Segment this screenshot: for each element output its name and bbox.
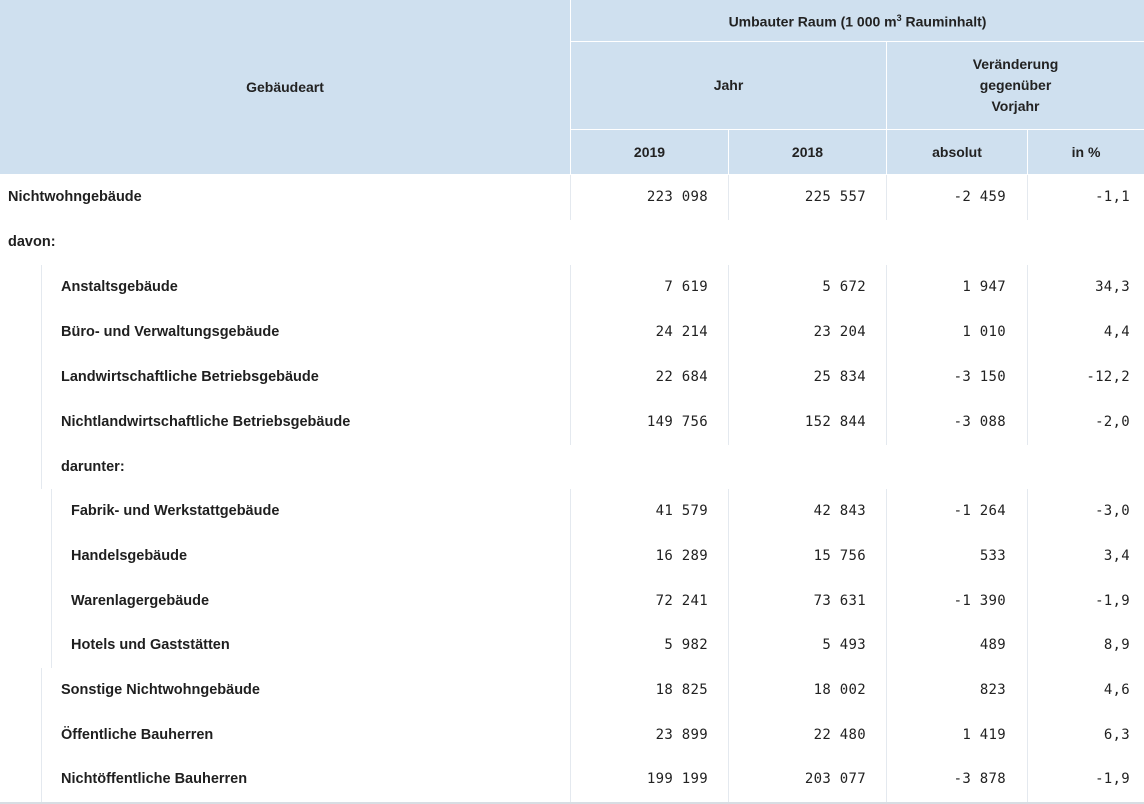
value-absolut: 1 419 bbox=[962, 727, 1006, 743]
header-veraenderung-line1: Veränderung bbox=[972, 56, 1059, 72]
value-absolut: 1 947 bbox=[962, 279, 1006, 295]
table-row-nichtlandwirtschaftlich bbox=[0, 400, 1144, 445]
value-absolut: -1 390 bbox=[953, 593, 1006, 609]
row-label: Sonstige Nichtwohngebäude bbox=[61, 682, 260, 698]
value-2019: 223 098 bbox=[646, 189, 708, 205]
row-label: darunter: bbox=[61, 459, 125, 475]
header-jahr bbox=[571, 42, 886, 129]
row-label: Hotels und Gaststätten bbox=[71, 637, 230, 653]
table-row-warenlager bbox=[0, 579, 1144, 624]
value-2019: 5 982 bbox=[664, 637, 708, 653]
row-label: Landwirtschaftliche Betriebsgebäude bbox=[61, 369, 319, 385]
header-2019-label: 2019 bbox=[633, 143, 666, 160]
row-label: Anstaltsgebäude bbox=[61, 279, 178, 295]
value-2018: 15 756 bbox=[813, 548, 866, 564]
value-2018: 5 672 bbox=[822, 279, 866, 295]
row-label: Nichtlandwirtschaftliche Betriebsgebäude bbox=[61, 414, 351, 430]
row-label: Warenlagergebäude bbox=[71, 593, 210, 609]
value-absolut: -2 459 bbox=[953, 189, 1006, 205]
table-row-oeffentlich bbox=[0, 713, 1144, 758]
header-2018-label: 2018 bbox=[791, 143, 824, 160]
header-veraenderung-line3: Vorjahr bbox=[991, 98, 1040, 114]
value-2018: 225 557 bbox=[804, 189, 866, 205]
value-2018: 23 204 bbox=[813, 324, 866, 340]
row-label: Büro- und Verwaltungsgebäude bbox=[61, 324, 280, 340]
header-veraenderung-line2: gegenüber bbox=[979, 77, 1052, 93]
header-umbauter-raum bbox=[571, 0, 1144, 41]
row-label: Öffentliche Bauherren bbox=[61, 727, 214, 743]
row-label: Nichtwohngebäude bbox=[8, 189, 142, 205]
value-pct: -12,2 bbox=[1086, 369, 1130, 385]
value-pct: -1,9 bbox=[1095, 593, 1130, 609]
table-row-nichtwohngebaeude bbox=[0, 175, 1144, 220]
row-label: davon: bbox=[8, 234, 56, 250]
value-pct: 8,9 bbox=[1103, 637, 1130, 653]
value-pct: 3,4 bbox=[1103, 548, 1130, 564]
table-row-fabrik bbox=[0, 489, 1144, 534]
value-2018: 5 493 bbox=[822, 637, 866, 653]
value-2019: 7 619 bbox=[664, 279, 708, 295]
value-2019: 199 199 bbox=[646, 771, 708, 787]
value-2019: 18 825 bbox=[655, 682, 708, 698]
table-row-davon bbox=[0, 220, 1144, 265]
table-row-landwirtschaftlich bbox=[0, 355, 1144, 400]
header-jahr-label: Jahr bbox=[713, 77, 744, 93]
header-gebaeudeart-label: Gebäudeart bbox=[246, 78, 324, 95]
value-2018: 152 844 bbox=[804, 414, 866, 430]
value-2019: 72 241 bbox=[655, 593, 708, 609]
value-2018: 42 843 bbox=[813, 503, 866, 519]
value-pct: 4,4 bbox=[1103, 324, 1130, 340]
header-pct-label: in % bbox=[1071, 143, 1101, 160]
header-absolut bbox=[887, 130, 1027, 174]
value-2019: 22 684 bbox=[655, 369, 708, 385]
value-2019: 149 756 bbox=[646, 414, 708, 430]
table-row-handelsgebaeude bbox=[0, 534, 1144, 579]
value-2018: 73 631 bbox=[813, 593, 866, 609]
value-2018: 25 834 bbox=[813, 369, 866, 385]
table-row-nichtoeffentlich bbox=[0, 757, 1144, 802]
header-2019 bbox=[571, 130, 728, 174]
table-row-buero bbox=[0, 310, 1144, 355]
value-2018: 203 077 bbox=[804, 771, 866, 787]
row-label: Fabrik- und Werkstattgebäude bbox=[71, 503, 280, 519]
header-pct bbox=[1028, 130, 1144, 174]
header-gebaeudeart bbox=[0, 0, 570, 174]
value-pct: 6,3 bbox=[1103, 727, 1130, 743]
value-2019: 16 289 bbox=[655, 548, 708, 564]
value-2019: 24 214 bbox=[655, 324, 708, 340]
value-2018: 22 480 bbox=[813, 727, 866, 743]
header-absolut-label: absolut bbox=[932, 143, 982, 160]
row-label: Nichtöffentliche Bauherren bbox=[61, 771, 248, 787]
value-absolut: -3 088 bbox=[953, 414, 1006, 430]
value-absolut: -3 878 bbox=[953, 771, 1006, 787]
table-row-sonstige bbox=[0, 668, 1144, 713]
value-absolut: 1 010 bbox=[962, 324, 1006, 340]
value-2018: 18 002 bbox=[813, 682, 866, 698]
row-label: Handelsgebäude bbox=[71, 548, 188, 564]
table-row-anstaltsgebaeude bbox=[0, 265, 1144, 310]
table-row-darunter bbox=[0, 445, 1144, 490]
value-2019: 41 579 bbox=[655, 503, 708, 519]
value-absolut: 823 bbox=[979, 682, 1006, 698]
table-row-hotels bbox=[0, 623, 1144, 668]
value-pct: -2,0 bbox=[1095, 414, 1130, 430]
value-pct: -3,0 bbox=[1095, 503, 1130, 519]
value-pct: -1,9 bbox=[1095, 771, 1130, 787]
value-pct: 34,3 bbox=[1095, 279, 1130, 295]
header-veraenderung bbox=[887, 42, 1144, 129]
value-absolut: 533 bbox=[979, 548, 1006, 564]
value-absolut: -1 264 bbox=[953, 503, 1006, 519]
value-pct: 4,6 bbox=[1103, 682, 1130, 698]
header-2018 bbox=[729, 130, 886, 174]
value-2019: 23 899 bbox=[655, 727, 708, 743]
value-absolut: -3 150 bbox=[953, 369, 1006, 385]
value-absolut: 489 bbox=[979, 637, 1006, 653]
value-pct: -1,1 bbox=[1095, 189, 1130, 205]
header-umbauter-raum-label: Umbauter Raum (1 000 $m^3$ Rauminhalt) bbox=[728, 13, 987, 30]
